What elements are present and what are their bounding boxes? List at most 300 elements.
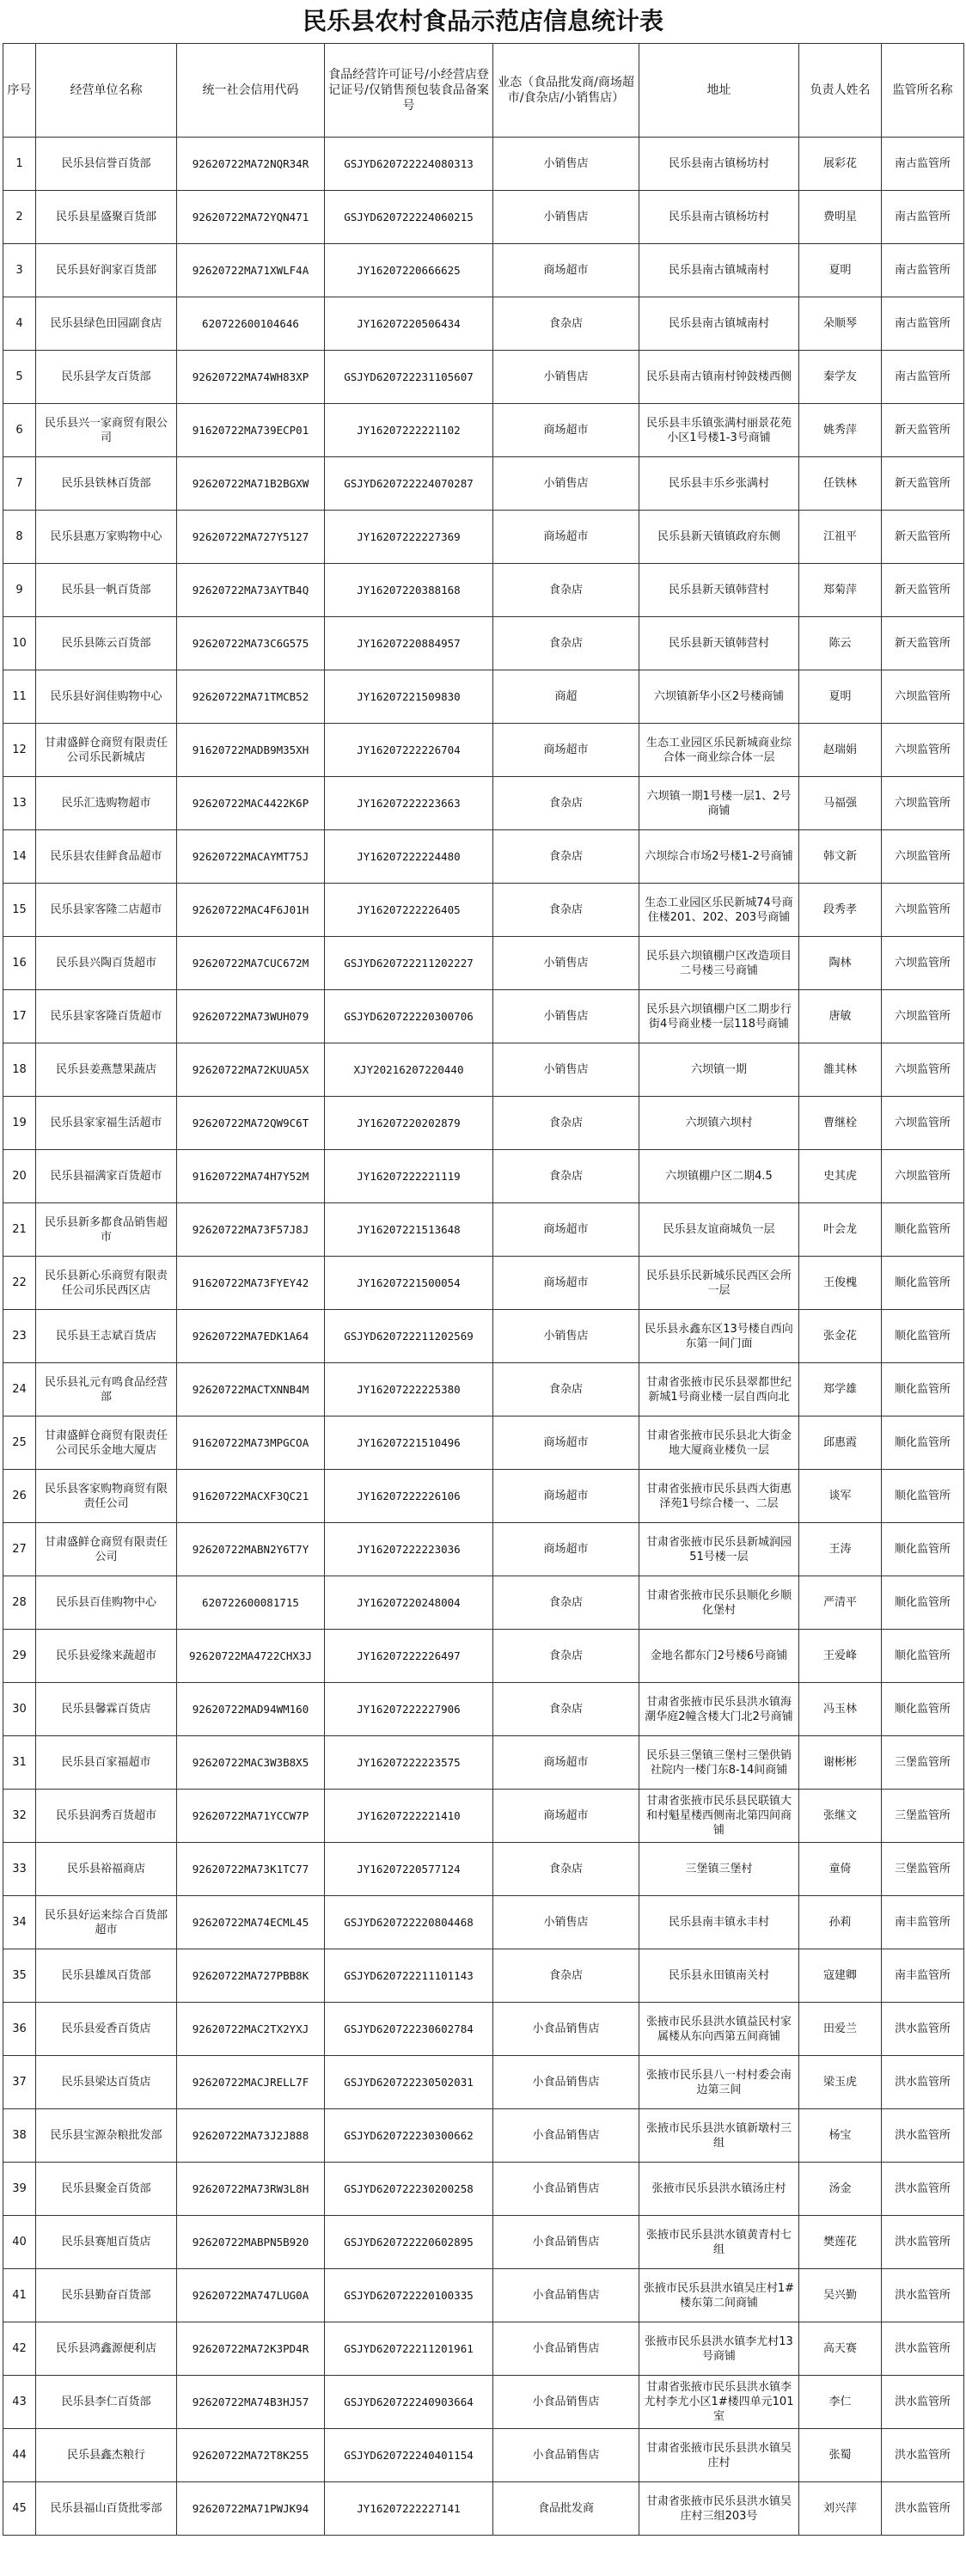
cell-row-number: 24 [3,1363,36,1416]
cell-person-in-charge: 费明星 [799,191,882,244]
cell-address: 甘肃省张掖市民乐县洪水镇吴庄村 [639,2429,799,2482]
cell-person-in-charge: 韩文新 [799,830,882,884]
cell-license-no: JY16207220666625 [325,244,493,297]
cell-business-name: 民乐县福满家百货超市 [36,1150,177,1203]
table-row [3,564,964,617]
cell-business-type: 小食品销售店 [493,2056,639,2109]
cell-row-number: 40 [3,2216,36,2269]
cell-address: 张掖市民乐县洪水镇吴庄村1#楼东第二间商铺 [639,2269,799,2322]
cell-row-number: 43 [3,2376,36,2429]
cell-row-number: 38 [3,2109,36,2163]
cell-business-name: 民乐县爱缘来蔬超市 [36,1630,177,1683]
cell-credit-code: 92620722MA72YQN471 [177,191,325,244]
cell-business-name: 民乐县鑫杰粮行 [36,2429,177,2482]
cell-business-type: 商场超市 [493,1790,639,1843]
cell-person-in-charge: 冯玉林 [799,1683,882,1736]
cell-credit-code: 620722600104646 [177,297,325,351]
cell-license-no: JY16207220248004 [325,1576,493,1630]
cell-credit-code: 92620722MACTXNNB4M [177,1363,325,1416]
cell-license-no: GSJYD620722224080313 [325,138,493,191]
cell-credit-code: 92620722MA73K1TC77 [177,1843,325,1896]
cell-row-number: 2 [3,191,36,244]
cell-credit-code: 92620722MAC4F6J01H [177,884,325,937]
cell-supervision-office: 南古监管所 [882,297,964,351]
cell-business-name: 民乐县兴陶百货超市 [36,937,177,990]
cell-person-in-charge: 郑菊萍 [799,564,882,617]
cell-credit-code: 91620722MA739ECP01 [177,404,325,457]
cell-business-name: 民乐县好润佳购物中心 [36,670,177,724]
cell-address: 张掖市民乐县洪水镇新墩村三组 [639,2109,799,2163]
table-row [3,1043,964,1097]
table-row [3,1843,964,1896]
cell-address: 民乐县南丰镇永丰村 [639,1896,799,1949]
cell-business-type: 小食品销售店 [493,2109,639,2163]
cell-credit-code: 91620722MA73MPGCOA [177,1416,325,1470]
cell-person-in-charge: 张继文 [799,1790,882,1843]
cell-license-no: JY16207222223663 [325,777,493,830]
header-license-no: 食品经营许可证号/小经营店登记证号/仅销售预包装食品备案号 [325,44,493,138]
cell-license-no: GSJYD620722230200258 [325,2163,493,2216]
cell-business-name: 民乐县聚金百货部 [36,2163,177,2216]
table-row [3,2322,964,2376]
cell-address: 张掖市民乐县洪水镇李尤村13号商铺 [639,2322,799,2376]
cell-credit-code: 92620722MAC4422K6P [177,777,325,830]
cell-credit-code: 92620722MA72K3PD4R [177,2322,325,2376]
table-row [3,457,964,511]
cell-business-name: 民乐县绿色田园副食店 [36,297,177,351]
cell-person-in-charge: 曹继栓 [799,1097,882,1150]
cell-supervision-office: 新天监管所 [882,404,964,457]
table-row [3,2376,964,2429]
cell-row-number: 39 [3,2163,36,2216]
cell-license-no: JY16207222221119 [325,1150,493,1203]
page-title: 民乐县农村食品示范店信息统计表 [302,7,663,35]
cell-credit-code: 92620722MA72KUUA5X [177,1043,325,1097]
cell-supervision-office: 六坝监管所 [882,937,964,990]
cell-business-type: 小食品销售店 [493,2376,639,2429]
cell-address: 生态工业园区乐民新城商业综合体一商业综合体一层 [639,724,799,777]
cell-address: 民乐县六坝镇棚户区二期步行街4号商业楼一层118号商铺 [639,990,799,1043]
cell-person-in-charge: 张蜀 [799,2429,882,2482]
table-row [3,1097,964,1150]
cell-business-type: 食杂店 [493,1097,639,1150]
table-row [3,2269,964,2322]
cell-row-number: 27 [3,1523,36,1576]
cell-business-name: 民乐县宝源杂粮批发部 [36,2109,177,2163]
table-row [3,1203,964,1257]
cell-business-name: 民乐县福山百货批零部 [36,2482,177,2536]
cell-business-type: 商场超市 [493,1257,639,1310]
cell-address: 甘肃省张掖市民乐县北大街金地大厦商业楼负一层 [639,1416,799,1470]
cell-credit-code: 92620722MA71PWJK94 [177,2482,325,2536]
cell-license-no: JY16207222226106 [325,1470,493,1523]
cell-address: 民乐县乐民新城乐民西区会所一层 [639,1257,799,1310]
cell-person-in-charge: 谢彬彬 [799,1736,882,1790]
cell-person-in-charge: 邱惠霞 [799,1416,882,1470]
cell-supervision-office: 南古监管所 [882,191,964,244]
cell-supervision-office: 南丰监管所 [882,1896,964,1949]
cell-business-name: 民乐县百佳购物中心 [36,1576,177,1630]
cell-supervision-office: 六坝监管所 [882,1097,964,1150]
cell-license-no: GSJYD620722224060215 [325,191,493,244]
table-row [3,191,964,244]
cell-business-name: 民乐县新多都食品销售超市 [36,1203,177,1257]
cell-license-no: JY16207221510496 [325,1416,493,1470]
cell-business-name: 民乐县鸿鑫源便利店 [36,2322,177,2376]
cell-person-in-charge: 陶林 [799,937,882,990]
cell-address: 民乐县新天镇镇政府东侧 [639,511,799,564]
cell-business-name: 民乐县一帆百货部 [36,564,177,617]
table-row [3,1363,964,1416]
cell-supervision-office: 顺化监管所 [882,1523,964,1576]
cell-license-no: JY16207220577124 [325,1843,493,1896]
cell-address: 民乐县丰乐镇张满村丽景花苑小区1号楼1-3号商铺 [639,404,799,457]
cell-address: 民乐县南古镇城南村 [639,244,799,297]
cell-credit-code: 92620722MA7EDK1A64 [177,1310,325,1363]
cell-business-type: 食杂店 [493,297,639,351]
cell-row-number: 31 [3,1736,36,1790]
cell-business-name: 民乐县李仁百货部 [36,2376,177,2429]
cell-supervision-office: 南丰监管所 [882,1949,964,2003]
cell-address: 民乐县永鑫东区13号楼自西向东第一间门面 [639,1310,799,1363]
cell-business-type: 小食品销售店 [493,2269,639,2322]
cell-address: 甘肃省张掖市民乐县洪水镇吴庄村三组203号 [639,2482,799,2536]
cell-license-no: GSJYD620722230502031 [325,2056,493,2109]
cell-address: 六坝镇棚户区二期4.5 [639,1150,799,1203]
cell-credit-code: 92620722MA74ECML45 [177,1896,325,1949]
cell-business-name: 民乐县裕福商店 [36,1843,177,1896]
cell-row-number: 16 [3,937,36,990]
header-row [3,44,964,138]
cell-business-name: 民乐县润秀百货超市 [36,1790,177,1843]
header-business-name: 经营单位名称 [36,44,177,138]
cell-license-no: GSJYD620722220602895 [325,2216,493,2269]
cell-business-name: 民乐县新心乐商贸有限责任公司乐民西区店 [36,1257,177,1310]
cell-address: 六坝镇一期 [639,1043,799,1097]
cell-person-in-charge: 唐敏 [799,990,882,1043]
table-row [3,1790,964,1843]
cell-supervision-office: 洪水监管所 [882,2269,964,2322]
cell-credit-code: 92620722MA4722CHX3J [177,1630,325,1683]
table-row [3,1416,964,1470]
cell-credit-code: 92620722MA747LUG0A [177,2269,325,2322]
cell-person-in-charge: 陈云 [799,617,882,670]
cell-business-type: 小销售店 [493,1896,639,1949]
cell-supervision-office: 新天监管所 [882,511,964,564]
cell-address: 三堡镇三堡村 [639,1843,799,1896]
cell-row-number: 17 [3,990,36,1043]
cell-business-type: 商场超市 [493,404,639,457]
cell-credit-code: 92620722MA73F57J8J [177,1203,325,1257]
cell-person-in-charge: 任铁林 [799,457,882,511]
cell-business-type: 小销售店 [493,937,639,990]
cell-address: 甘肃省张掖市民乐县民联镇大和村魁星楼西侧南北第四间商铺 [639,1790,799,1843]
cell-business-name: 民乐县梁达百货店 [36,2056,177,2109]
cell-license-no: JY16207222227141 [325,2482,493,2536]
cell-license-no: JY16207220388168 [325,564,493,617]
cell-credit-code: 91620722MADB9M35XH [177,724,325,777]
cell-person-in-charge: 叶会龙 [799,1203,882,1257]
table-row [3,670,964,724]
cell-row-number: 4 [3,297,36,351]
cell-address: 六坝综合市场2号楼1-2号商铺 [639,830,799,884]
cell-license-no: JY16207220506434 [325,297,493,351]
cell-supervision-office: 洪水监管所 [882,2216,964,2269]
cell-person-in-charge: 朵顺琴 [799,297,882,351]
cell-business-type: 食杂店 [493,617,639,670]
header-person-in-charge: 负责人姓名 [799,44,882,138]
cell-address: 六坝镇新华小区2号楼商铺 [639,670,799,724]
cell-address: 民乐县新天镇韩营村 [639,564,799,617]
table-row [3,297,964,351]
header-credit-code: 统一社会信用代码 [177,44,325,138]
table-row [3,1949,964,2003]
table-body [3,138,964,2536]
cell-address: 民乐县南古镇杨坊村 [639,138,799,191]
cell-row-number: 42 [3,2322,36,2376]
cell-license-no: GSJYD620722211101143 [325,1949,493,2003]
cell-business-name: 甘肃盛鲜仓商贸有限责任公司民乐金地大厦店 [36,1416,177,1470]
cell-credit-code: 92620722MA727Y5127 [177,511,325,564]
cell-license-no: JY16207222226704 [325,724,493,777]
cell-credit-code: 92620722MA71YCCW7P [177,1790,325,1843]
cell-business-type: 食品批发商 [493,2482,639,2536]
cell-supervision-office: 新天监管所 [882,617,964,670]
cell-address: 张掖市民乐县八一村村委会南边第三间 [639,2056,799,2109]
cell-license-no: JY16207220202879 [325,1097,493,1150]
cell-credit-code: 92620722MA73WUH079 [177,990,325,1043]
cell-supervision-office: 六坝监管所 [882,884,964,937]
header-address: 地址 [639,44,799,138]
cell-row-number: 1 [3,138,36,191]
cell-credit-code: 91620722MA73FYEY42 [177,1257,325,1310]
cell-address: 民乐县友谊商城负一层 [639,1203,799,1257]
cell-address: 民乐县六坝镇棚户区改造项目二号楼三号商铺 [639,937,799,990]
cell-supervision-office: 洪水监管所 [882,2322,964,2376]
table-row [3,404,964,457]
cell-license-no: JY16207222223575 [325,1736,493,1790]
cell-row-number: 6 [3,404,36,457]
cell-business-type: 食杂店 [493,1363,639,1416]
cell-business-type: 小销售店 [493,990,639,1043]
cell-supervision-office: 顺化监管所 [882,1310,964,1363]
cell-person-in-charge: 王爱峰 [799,1630,882,1683]
cell-supervision-office: 洪水监管所 [882,2056,964,2109]
cell-row-number: 22 [3,1257,36,1310]
cell-row-number: 7 [3,457,36,511]
cell-address: 民乐县三堡镇三堡村三堡供销社院内一楼门东8-14间商铺 [639,1736,799,1790]
cell-address: 六坝镇六坝村 [639,1097,799,1150]
cell-person-in-charge: 樊莲花 [799,2216,882,2269]
cell-row-number: 26 [3,1470,36,1523]
cell-person-in-charge: 王涛 [799,1523,882,1576]
cell-business-name: 民乐县家客隆百货超市 [36,990,177,1043]
cell-business-type: 食杂店 [493,564,639,617]
table-row [3,2216,964,2269]
cell-supervision-office: 六坝监管所 [882,990,964,1043]
cell-supervision-office: 顺化监管所 [882,1630,964,1683]
cell-credit-code: 92620722MA727PBB8K [177,1949,325,2003]
cell-address: 金地名都东门2号楼6号商铺 [639,1630,799,1683]
cell-row-number: 34 [3,1896,36,1949]
cell-supervision-office: 洪水监管所 [882,2376,964,2429]
cell-business-type: 食杂店 [493,1150,639,1203]
table-row [3,1896,964,1949]
cell-business-type: 小食品销售店 [493,2429,639,2482]
cell-person-in-charge: 严清平 [799,1576,882,1630]
cell-business-name: 民乐县信誉百货部 [36,138,177,191]
cell-supervision-office: 六坝监管所 [882,777,964,830]
cell-row-number: 44 [3,2429,36,2482]
cell-row-number: 41 [3,2269,36,2322]
cell-license-no: GSJYD620722231105607 [325,351,493,404]
cell-business-name: 民乐县星盛聚百货部 [36,191,177,244]
cell-business-type: 小食品销售店 [493,2163,639,2216]
cell-business-name: 民乐县铁林百货部 [36,457,177,511]
cell-license-no: GSJYD620722240401154 [325,2429,493,2482]
cell-row-number: 29 [3,1630,36,1683]
table-row [3,1470,964,1523]
cell-business-name: 民乐县陈云百货部 [36,617,177,670]
cell-credit-code: 92620722MABN2Y6T7Y [177,1523,325,1576]
cell-person-in-charge: 史其虎 [799,1150,882,1203]
cell-business-name: 民乐县雄凤百货部 [36,1949,177,2003]
cell-person-in-charge: 谈军 [799,1470,882,1523]
cell-supervision-office: 新天监管所 [882,564,964,617]
cell-supervision-office: 三堡监管所 [882,1736,964,1790]
cell-credit-code: 620722600081715 [177,1576,325,1630]
cell-supervision-office: 六坝监管所 [882,830,964,884]
cell-business-type: 食杂店 [493,1576,639,1630]
cell-business-name: 民乐县百家福超市 [36,1736,177,1790]
cell-person-in-charge: 马福强 [799,777,882,830]
cell-credit-code: 92620722MA71TMCB52 [177,670,325,724]
cell-business-type: 小销售店 [493,138,639,191]
cell-person-in-charge: 郑学雄 [799,1363,882,1416]
cell-license-no: GSJYD620722220300706 [325,990,493,1043]
cell-business-type: 食杂店 [493,1949,639,2003]
cell-person-in-charge: 童倚 [799,1843,882,1896]
cell-business-name: 民乐县礼元有鸣食品经营部 [36,1363,177,1416]
cell-address: 张掖市民乐县洪水镇汤庄村 [639,2163,799,2216]
table-row [3,1523,964,1576]
cell-license-no: JY16207221500054 [325,1257,493,1310]
cell-credit-code: 92620722MABPN5B920 [177,2216,325,2269]
cell-business-name: 甘肃盛鲜仓商贸有限责任公司乐民新城店 [36,724,177,777]
cell-business-type: 商超 [493,670,639,724]
cell-row-number: 28 [3,1576,36,1630]
table-row [3,2003,964,2056]
cell-business-type: 小食品销售店 [493,2322,639,2376]
cell-license-no: JY16207222221410 [325,1790,493,1843]
cell-license-no: GSJYD620722240903664 [325,2376,493,2429]
cell-license-no: GSJYD620722211202569 [325,1310,493,1363]
cell-credit-code: 92620722MA72QW9C6T [177,1097,325,1150]
cell-business-name: 民乐县兴一家商贸有限公司 [36,404,177,457]
cell-business-type: 商场超市 [493,1523,639,1576]
cell-business-type: 食杂店 [493,777,639,830]
cell-address: 甘肃省张掖市民乐县西大街惠泽苑1号综合楼一、二层 [639,1470,799,1523]
cell-credit-code: 92620722MA74B3HJ57 [177,2376,325,2429]
cell-address: 六坝镇一期1号楼一层1、2号商铺 [639,777,799,830]
cell-license-no: JY16207222224480 [325,830,493,884]
cell-credit-code: 92620722MA71XWLF4A [177,244,325,297]
cell-business-type: 商场超市 [493,724,639,777]
cell-address: 民乐县南古镇杨坊村 [639,191,799,244]
table-row [3,830,964,884]
cell-person-in-charge: 夏明 [799,244,882,297]
cell-business-type: 食杂店 [493,1630,639,1683]
cell-address: 甘肃省张掖市民乐县洪水镇海潮华庭2幢含楼大门北2号商铺 [639,1683,799,1736]
cell-supervision-office: 六坝监管所 [882,724,964,777]
cell-address: 甘肃省张掖市民乐县翠都世纪新城1号商业楼一层自西向北 [639,1363,799,1416]
cell-business-name: 民乐县好运来综合百货部超市 [36,1896,177,1949]
cell-address: 民乐县永田镇南关村 [639,1949,799,2003]
table-row [3,511,964,564]
cell-credit-code: 92620722MACAYMT75J [177,830,325,884]
cell-credit-code: 92620722MA71B2BGXW [177,457,325,511]
cell-supervision-office: 六坝监管所 [882,1150,964,1203]
cell-person-in-charge: 吴兴勤 [799,2269,882,2322]
cell-person-in-charge: 江祖平 [799,511,882,564]
cell-row-number: 15 [3,884,36,937]
cell-row-number: 32 [3,1790,36,1843]
cell-address: 民乐县新天镇韩营村 [639,617,799,670]
cell-person-in-charge: 赵瑞娟 [799,724,882,777]
cell-supervision-office: 六坝监管所 [882,1043,964,1097]
cell-credit-code: 91620722MACXF3QC21 [177,1470,325,1523]
cell-row-number: 10 [3,617,36,670]
cell-row-number: 18 [3,1043,36,1097]
cell-row-number: 5 [3,351,36,404]
cell-supervision-office: 顺化监管所 [882,1416,964,1470]
cell-person-in-charge: 田爱兰 [799,2003,882,2056]
cell-business-name: 民乐县姜燕慧果蔬店 [36,1043,177,1097]
cell-license-no: JY16207222221102 [325,404,493,457]
cell-row-number: 37 [3,2056,36,2109]
cell-row-number: 8 [3,511,36,564]
cell-row-number: 25 [3,1416,36,1470]
cell-row-number: 23 [3,1310,36,1363]
cell-business-type: 商场超市 [493,244,639,297]
cell-license-no: GSJYD620722211201961 [325,2322,493,2376]
cell-person-in-charge: 高天赛 [799,2322,882,2376]
cell-license-no: JY16207222227906 [325,1683,493,1736]
cell-license-no: JY16207221513648 [325,1203,493,1257]
cell-row-number: 11 [3,670,36,724]
cell-person-in-charge: 展彩花 [799,138,882,191]
cell-supervision-office: 南古监管所 [882,244,964,297]
cell-supervision-office: 三堡监管所 [882,1790,964,1843]
cell-business-type: 小销售店 [493,457,639,511]
cell-supervision-office: 顺化监管所 [882,1363,964,1416]
cell-row-number: 13 [3,777,36,830]
cell-person-in-charge: 孙莉 [799,1896,882,1949]
cell-person-in-charge: 夏明 [799,670,882,724]
cell-license-no: GSJYD620722230602784 [325,2003,493,2056]
cell-license-no: JY16207222227369 [325,511,493,564]
store-info-table [3,43,964,2536]
cell-address: 甘肃省张掖市民乐县洪水镇李尤村李尤小区1#楼四单元101室 [639,2376,799,2429]
table-row [3,2429,964,2482]
cell-credit-code: 92620722MA73C6G575 [177,617,325,670]
cell-business-name: 民乐县好润家百货部 [36,244,177,297]
cell-license-no: GSJYD620722220100335 [325,2269,493,2322]
table-row [3,351,964,404]
cell-business-type: 食杂店 [493,830,639,884]
table-row [3,138,964,191]
cell-address: 民乐县南古镇城南村 [639,297,799,351]
